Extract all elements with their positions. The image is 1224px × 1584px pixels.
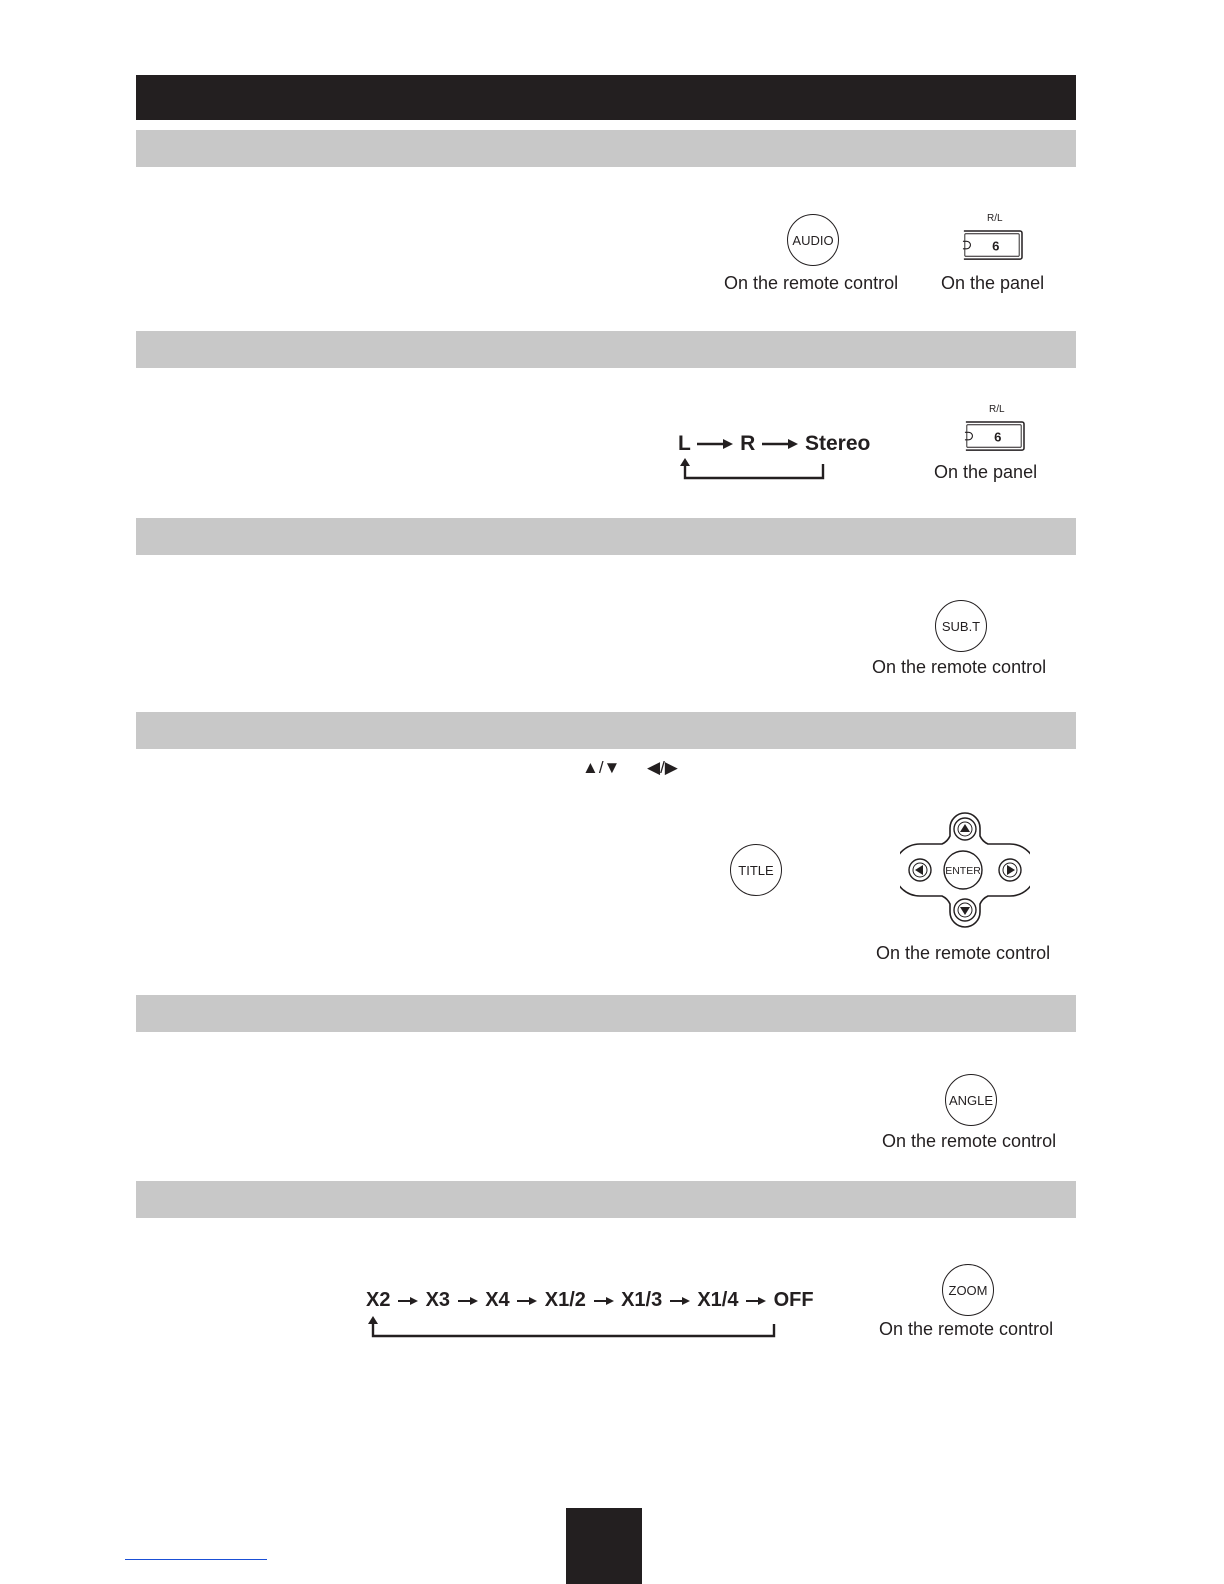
arrow-right-icon xyxy=(398,1296,418,1306)
panel-key-label: R/L xyxy=(987,213,1003,224)
panel-key-label: R/L xyxy=(989,404,1005,415)
arrow-right-icon xyxy=(746,1296,766,1306)
zoom-step: X2 xyxy=(366,1289,391,1311)
section-bar-zoom xyxy=(136,1181,1076,1218)
audio-remote-caption: On the remote control xyxy=(724,273,899,293)
footer-rule xyxy=(125,1559,267,1560)
zoom-step: X1/2 xyxy=(544,1289,586,1311)
loop-return-arrow-icon xyxy=(678,458,828,482)
zoom-step: X3 xyxy=(425,1289,451,1311)
angle-remote-caption: On the remote control xyxy=(882,1131,1057,1151)
zoom-button[interactable] xyxy=(942,1264,994,1316)
channel-panel-caption: On the panel xyxy=(934,462,1038,482)
zoom-step: OFF xyxy=(773,1289,814,1311)
audio-panel-caption: On the panel xyxy=(941,273,1045,293)
rl-panel-key-icon[interactable] xyxy=(960,421,1028,451)
channel-r: R xyxy=(740,432,756,455)
arrow-right-icon xyxy=(670,1296,690,1306)
rl-panel-key-icon[interactable] xyxy=(958,230,1026,260)
section-bar-channel xyxy=(136,331,1076,368)
zoom-step: X4 xyxy=(485,1289,510,1311)
nav-updown-glyphs: ▲/▼ xyxy=(582,758,621,777)
panel-key-number: 6 xyxy=(992,238,1000,254)
zoom-sequence xyxy=(366,1289,814,1312)
section-bar-subtitle xyxy=(136,518,1076,555)
channel-l: L xyxy=(678,432,691,455)
dpad-up-icon xyxy=(954,818,976,840)
arrow-right-icon xyxy=(458,1296,478,1306)
audio-button[interactable] xyxy=(787,214,839,266)
dpad-left-icon xyxy=(909,859,931,881)
angle-button-label: ANGLE xyxy=(948,1092,994,1108)
section-bar-title xyxy=(136,712,1076,749)
arrow-right-icon xyxy=(762,438,798,450)
title-remote-caption: On the remote control xyxy=(876,943,1051,963)
dpad-down-icon xyxy=(954,899,976,921)
channel-stereo: Stereo xyxy=(805,432,871,455)
title-button[interactable] xyxy=(730,844,782,896)
loop-return-arrow-icon xyxy=(366,1316,780,1340)
arrow-right-icon xyxy=(594,1296,614,1306)
zoom-step: X1/3 xyxy=(621,1289,663,1311)
zoom-step: X1/4 xyxy=(697,1289,739,1311)
zoom-remote-caption: On the remote control xyxy=(879,1319,1054,1339)
nav-leftright-glyphs: ◀/▶ xyxy=(647,758,678,777)
subtitle-button[interactable] xyxy=(935,600,987,652)
section-bar-audio xyxy=(136,130,1076,167)
channel-sequence xyxy=(678,432,870,456)
angle-button[interactable] xyxy=(945,1074,997,1126)
subtitle-remote-caption: On the remote control xyxy=(872,657,1047,677)
audio-button-label: AUDIO xyxy=(792,232,834,248)
panel-key-number: 6 xyxy=(994,429,1002,445)
subtitle-button-label: SUB.T xyxy=(941,618,981,634)
dpad-icon[interactable] xyxy=(900,808,1030,932)
arrow-right-icon xyxy=(697,438,733,450)
section-bar-angle xyxy=(136,995,1076,1032)
zoom-button-label: ZOOM xyxy=(948,1282,988,1298)
enter-label: ENTER xyxy=(945,865,981,877)
title-button-label: TITLE xyxy=(738,862,774,878)
page-title-bar xyxy=(136,75,1076,120)
dpad-right-icon xyxy=(999,859,1021,881)
arrow-right-icon xyxy=(517,1296,537,1306)
page-number-tab xyxy=(566,1508,642,1584)
